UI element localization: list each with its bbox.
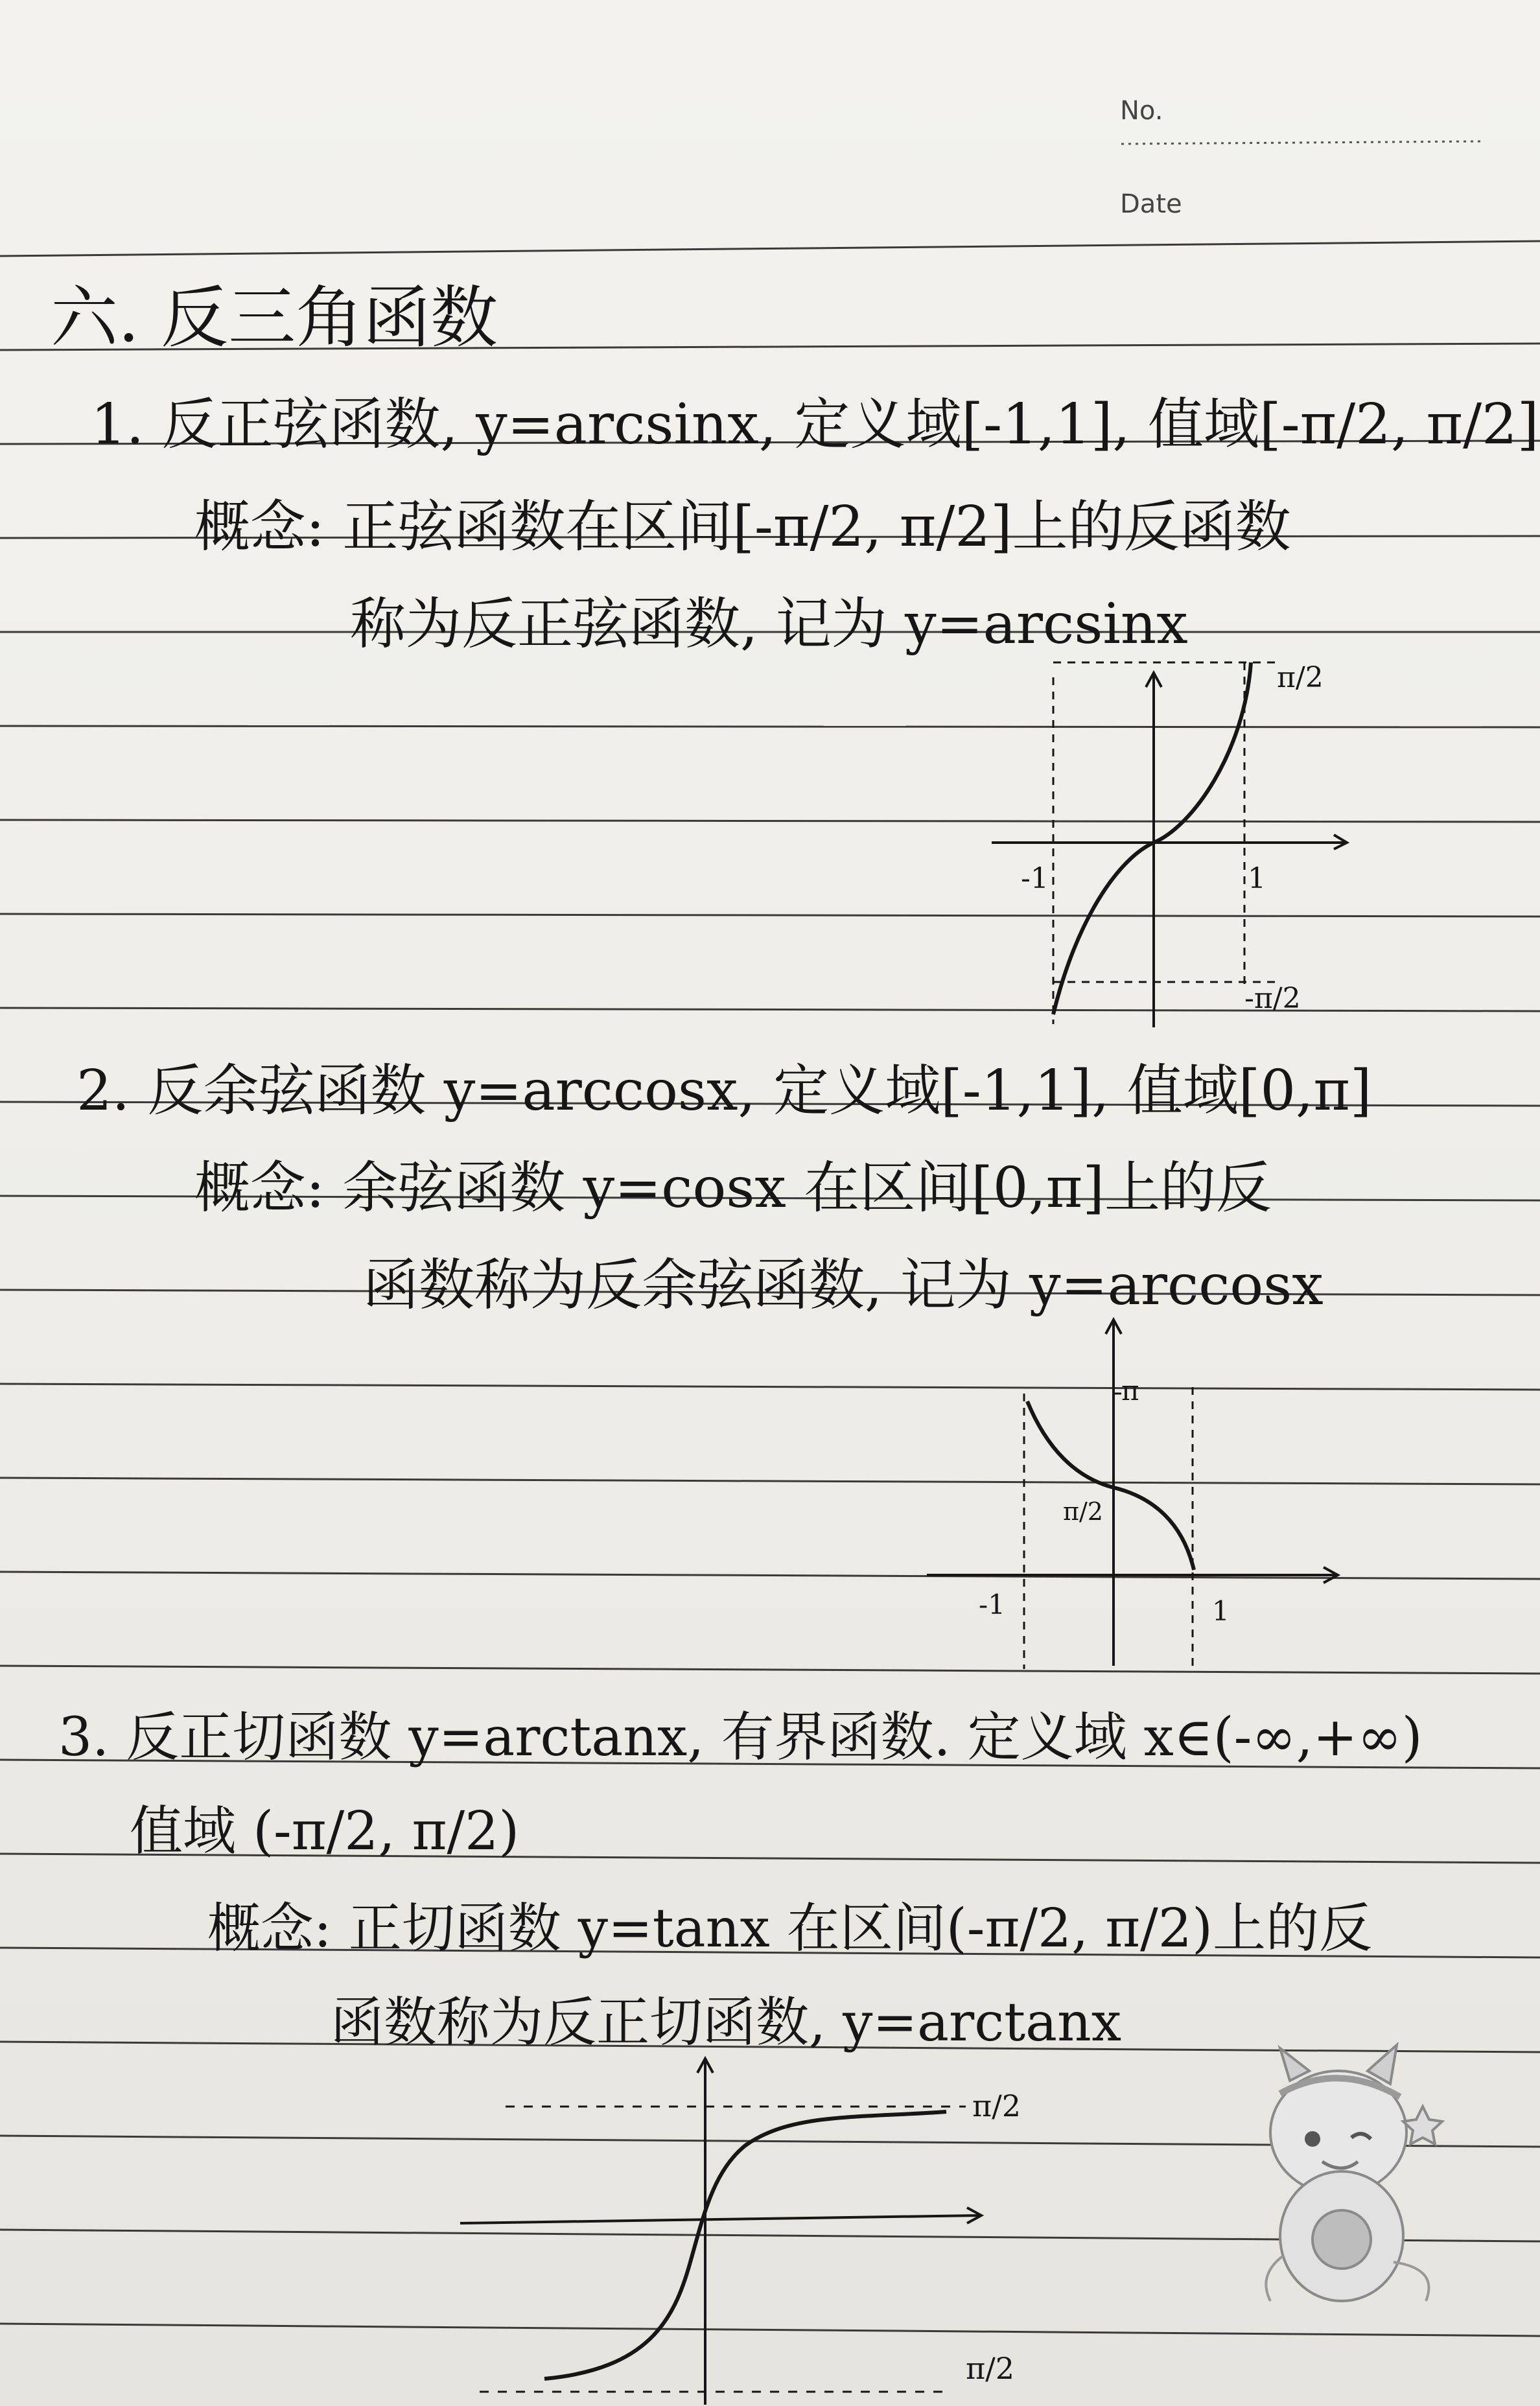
arcsin-label-top: π/2 — [1277, 661, 1324, 694]
arccos-concept: 概念: 余弦函数 y=cosx 在区间[0,π]上的反 — [194, 1156, 1272, 1221]
section-title: 六. 反三角函数 — [51, 278, 498, 357]
arccos-notation: 函数称为反余弦函数, 记为 y=arccosx — [363, 1253, 1324, 1318]
arcsin-concept: 概念: 正弦函数在区间[-π/2, π/2]上的反函数 — [194, 495, 1291, 559]
arctan-label-bottom: π/2 — [966, 2351, 1014, 2386]
arctan-concept: 概念: 正切函数 y=tanx 在区间(-π/2, π/2)上的反 — [207, 1898, 1372, 1959]
arcsin-notation: 称为反正弦函数, 记为 y=arcsinx — [350, 592, 1188, 657]
arcsin-label-neg-one: -1 — [1021, 862, 1049, 895]
arccos-definition: 2. 反余弦函数 y=arccosx, 定义域[-1,1], 值域[0,π] — [76, 1058, 1372, 1123]
arccos-curve — [1027, 1401, 1194, 1570]
arctan-definition: 3. 反正切函数 y=arctanx, 有界函数. 定义域 x∈(-∞,+∞) — [58, 1707, 1423, 1768]
arccos-graph — [907, 1303, 1361, 1679]
arcsin-curve — [1053, 662, 1251, 1014]
no-label: No. — [1120, 96, 1163, 126]
arccos-label-half-pi: π/2 — [1063, 1497, 1103, 1526]
arctan-range: 值域 (-π/2, π/2) — [130, 1801, 520, 1862]
arctan-notation: 函数称为反正切函数, y=arctanx — [331, 1992, 1122, 2053]
arctan-x-axis — [460, 2215, 979, 2223]
arccos-label-neg-one: -1 — [979, 1589, 1005, 1620]
arcsin-label-one: 1 — [1248, 862, 1266, 895]
mascot-sticker — [1244, 2042, 1452, 2314]
arccos-label-one: 1 — [1212, 1595, 1230, 1627]
arctan-label-top: π/2 — [972, 2088, 1021, 2123]
arcsin-definition: 1. 反正弦函数, y=arcsinx, 定义域[-1,1], 值域[-π/2, π/2] — [91, 392, 1539, 457]
date-label: Date — [1120, 189, 1182, 219]
arcsin-label-bottom: -π/2 — [1244, 982, 1301, 1015]
arctan-curve — [544, 2112, 946, 2379]
arctan-graph — [454, 2042, 1037, 2405]
arcsin-graph — [959, 648, 1413, 1037]
arccos-label-pi: π — [1121, 1375, 1139, 1407]
